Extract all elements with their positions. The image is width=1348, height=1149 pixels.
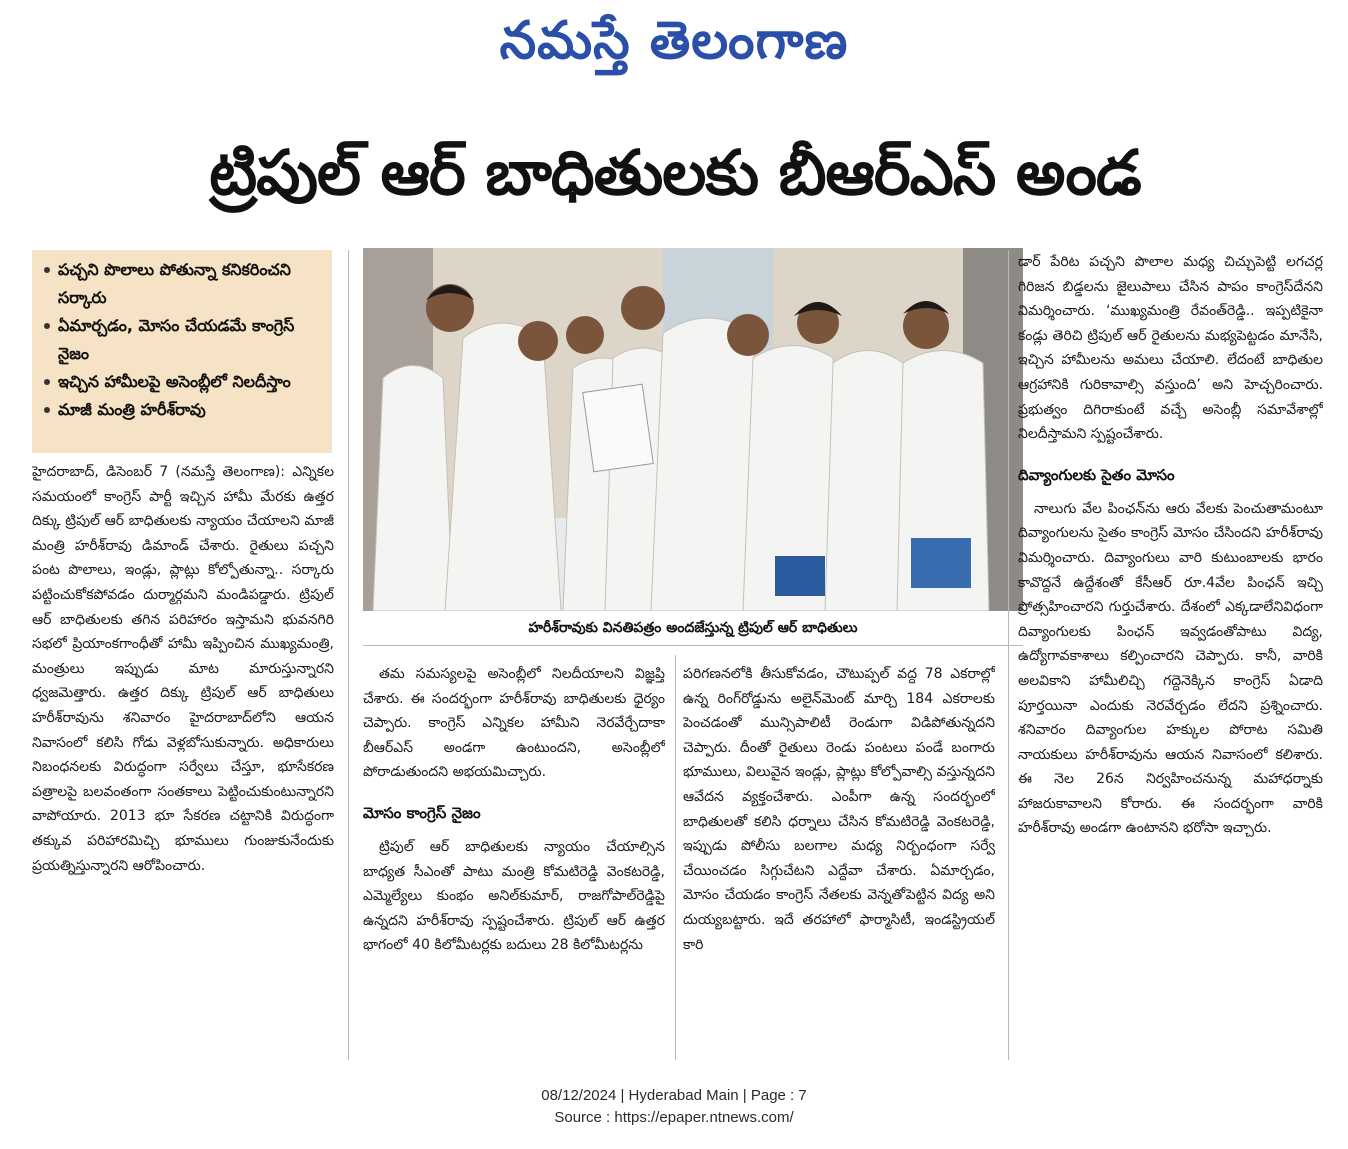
- highlight-item: పచ్చని పొలాలు పోతున్నా కనికరించని సర్కారు: [42, 256, 324, 312]
- highlight-item: మాజీ మంత్రి హరీశ్‌రావు: [42, 396, 324, 424]
- bullet-icon: [44, 379, 50, 385]
- article-column-4: [1018, 250, 1323, 1060]
- highlight-item: ఏమార్చడం, మోసం చేయడమే కాంగ్రెస్ నైజం: [42, 312, 324, 368]
- footer-source: Source : https://epaper.ntnews.com/: [554, 1109, 794, 1126]
- photo-illustration: [363, 248, 1023, 611]
- footer-date-edition: 08/12/2024 | Hyderabad Main | Page : 7: [541, 1087, 807, 1104]
- highlights-box: [32, 250, 332, 453]
- masthead-logo: నమస్తే తెలంగాణ: [499, 11, 849, 71]
- news-photo: [363, 248, 1023, 611]
- caption-divider: [363, 645, 1023, 646]
- section-subheading: దివ్యాంగులకు సైతం మోసం: [1018, 465, 1175, 484]
- column-4-text: నాలుగు వేల పింఛన్‌ను ఆరు వేలకు పెంచుతామంటూ దివ్యాంగులను సైతం కాంగ్రెస్ మోసం చేసిందని హరీశ్‌రావు విమర్శించారు. దివ్యాంగులు వారి కుటుంబాలకు భారం కావొద్దనే ఉద్దేశంతో కేసీఆర్ రూ.4వేల పింఛన్ ఇచ్చి ప్రోత్సహించారని గుర్తుచేశారు. దేశంలో ఎక్కడాలేనివిధంగా దివ్యాంగులకు పింఛన్ ఇవ్వడంతోపాటు విద్య, ఉద్యోగావకాశాలు కల్పించారని చెప్పారు. కానీ, వారికి అలవికాని హామీలిచ్చి గద్దెనెక్కిన కాంగ్రెస్ ఏడాది పూర్తయినా ఎందుకు నెరవేర్చడం లేదని ప్రశ్నించారు. శనివారం దివ్యాంగుల హక్కుల పోరాట సమితి నాయకులు హరీశ్‌రావును ఆయన నివాసంలో కలిశారు. ఈ నెల 26న నిర్వహించనున్న మహాధర్నాకు హాజరుకావాలని కోరారు. ఈ సందర్భంగా వారికి హరీశ్‌రావు అండగా ఉంటానని భరోసా ఇచ్చారు.: [1018, 500, 1323, 837]
- article-column-3: [683, 662, 995, 1060]
- column-1-text: హైదరాబాద్, డిసెంబర్ 7 (నమస్తే తెలంగాణ): ఎన్నికల సమయంలో కాంగ్రెస్ పార్టీ ఇచ్చిన హామీ మేరకు ఉత్తర దిక్కు ట్రిపుల్ ఆర్ బాధితులకు న్యాయం చేయాలని మాజీ మంత్రి హరీశ్‌రావు డిమాండ్ చేశారు. రైతులు పచ్చని పంట పొలాలు, ఇండ్లు, ప్లాట్లు కోల్పోతున్నా.. సర్కారు పట్టించుకోకపోవడం దుర్మార్గమని మండిపడ్డారు. ట్రిపుల్ ఆర్ బాధితులకు తగిన పరిహారం ఇస్తామని భువనగిరి సభలో ప్రియాంకగాంధీతో హామీ ఇప్పించిన ముఖ్యమంత్రి, మంత్రులు ఇప్పుడు మాట మారుస్తున్నారని ధ్వజమెత్తారు. ఉత్తర దిక్కు ట్రిపుల్ ఆర్ బాధితులు హరీశ్‌రావును శనివారం హైదరాబాద్‌లోని ఆయన నివాసంలో కలిసి గోడు వెళ్లబోసుకున్నారు. అధికారులు నిబంధనలకు విరుద్ధంగా సర్వేలు చేస్తూ, భూసేకరణ పత్రాలపై బలవంతంగా సంతకాలు పెట్టించుకుంటున్నారని వాపోయారు. 2013 భూ సేకరణ చట్టానికి విరుద్ధంగా తక్కువ పరిహారమిచ్చి భూములు గుంజుకునేందుకు ప్రయత్నిస్తున్నారని ఆరోపించారు.: [32, 464, 334, 874]
- highlight-item: ఇచ్చిన హామీలపై అసెంబ్లీలో నిలదీస్తాం: [42, 368, 324, 396]
- column-2-text: తమ సమస్యలపై అసెంబ్లీలో నిలదీయాలని విజ్ఞప్తి చేశారు. ఈ సందర్భంగా హరీశ్‌రావు బాధితులకు ధైర్యం చెప్పారు. కాంగ్రెస్ ఎన్నికల హామీని నెరవేర్చేదాకా బీఆర్ఎస్ అండగా ఉంటుందని, అసెంబ్లీలో పోరాడుతుందని అభయమిచ్చారు.: [363, 666, 665, 781]
- section-subheading: మోసం కాంగ్రెస్ నైజం: [363, 803, 481, 822]
- column-3-text: పరిగణనలోకి తీసుకోవడం, చౌటుప్పల్ వద్ద 78 ఎకరాల్లో ఉన్న రింగ్‌రోడ్డును అలైన్‌మెంట్ మార్చి 184 ఎకరాలకు పెంచడంతో మున్సిపాలిటీ రెండుగా విడిపోతున్నదని చెప్పారు. దీంతో రైతులు రెండు పంటలు పండే బంగారు భూములు, విలువైన ఇండ్లు, ప్లాట్లు కోల్పోవాల్సి వస్తున్నదని ఆవేదన వ్యక్తంచేశారు. ఎంపీగా ఉన్న సందర్భంలో బాధితులతో కలిసి ధర్నాలు చేసిన కోమటిరెడ్డి వెంకటరెడ్డి, ఇప్పుడు పోలీసు బలగాల మధ్య నిర్బంధంగా సర్వే చేయించడం సిగ్గుచేటని ఎద్దేవా చేశారు. ఏమార్చడం, మోసం చేయడం కాంగ్రెస్ నేతలకు వెన్నతోపెట్టిన విద్య అని దుయ్యబట్టారు. ఇదే తరహాలో ఫార్మాసిటీ, ఇండస్ట్రియల్ కారి: [683, 666, 995, 953]
- bullet-icon: [44, 267, 50, 273]
- page-headline: ట్రిపుల్ ఆర్ బాధితులకు బీఆర్ఎస్ అండ: [209, 136, 1141, 209]
- page-footer: [0, 1085, 1348, 1129]
- column-divider: [348, 250, 349, 1060]
- article-column-1: [32, 460, 334, 1060]
- bullet-icon: [44, 323, 50, 329]
- column-4-text: డార్ పేరిట పచ్చని పొలాల మధ్య చిచ్చుపెట్టి లగచర్ల గిరిజన బిడ్డలను జైలుపాలు చేసిన పాపం కాంగ్రెస్‌దేనని విమర్శించారు. ‘ముఖ్యమంత్రి రేవంత్‌రెడ్డి.. ఇప్పటికైనా కండ్లు తెరిచి ట్రిపుల్ ఆర్ రైతులను మభ్యపెట్టడం మానేసి, ఇచ్చిన హామీలను అమలు చేయాలి. లేదంటే బాధితుల ఆగ్రహానికి గురికావాల్సి వస్తుంది’ అని హెచ్చరించారు. ప్రభుత్వం దిగిరాకుంటే వచ్చే అసెంబ్లీ సమావేశాల్లో నిలదీస్తామని స్పష్టంచేశారు.: [1018, 254, 1323, 443]
- column-divider: [675, 655, 676, 1060]
- bullet-icon: [44, 407, 50, 413]
- article-column-2: [363, 662, 665, 1060]
- photo-caption: హరీశ్‌రావుకు వినతిపత్రం అందజేస్తున్న ట్రిపుల్ ఆర్ బాధితులు: [528, 620, 858, 636]
- column-2-text: ట్రిపుల్ ఆర్ బాధితులకు న్యాయం చేయాల్సిన బాధ్యత సీఎంతో పాటు మంత్రి కోమటిరెడ్డి వెంకటరెడ్డి, ఎమ్మెల్యేలు కుంభం అనిల్‌కుమార్, రాజగోపాల్‌రెడ్డిపై ఉన్నదని హరీశ్‌రావు స్పష్టంచేశారు. ట్రిపుల్ ఆర్ ఉత్తర భాగంలో 40 కిలోమీటర్లకు బదులు 28 కిలోమీటర్లను: [363, 838, 665, 954]
- column-divider: [1008, 250, 1009, 1060]
